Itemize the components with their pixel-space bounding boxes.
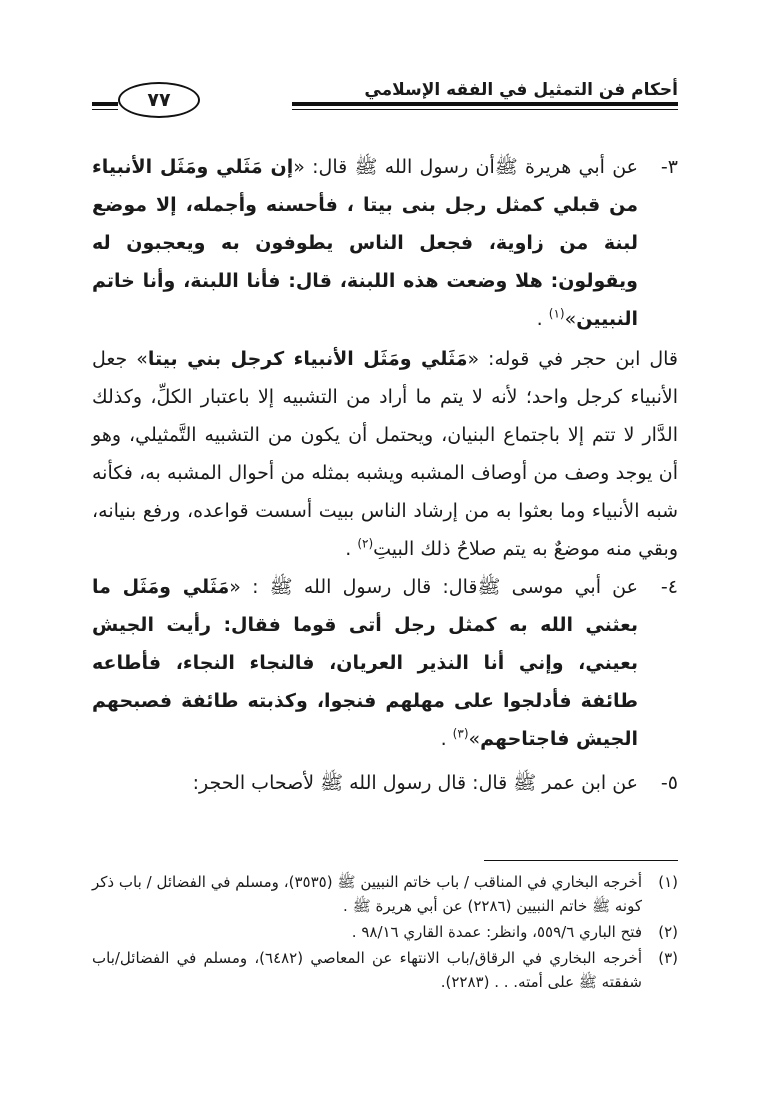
hadith-item-5 bbox=[92, 764, 678, 802]
hadith-intro: عن أبي هريرة ﷺأن رسول الله ﷺ قال: « bbox=[293, 156, 638, 178]
header-rule-left-thin bbox=[92, 109, 118, 110]
main-text bbox=[92, 148, 678, 802]
quote-close: » bbox=[564, 308, 577, 330]
item-body bbox=[92, 148, 638, 338]
footnote-number: (١) bbox=[658, 873, 678, 891]
footnote bbox=[92, 920, 678, 944]
item-body: عن ابن عمر ﷺ قال: قال رسول الله ﷺ لأصحاب الحجر: bbox=[192, 772, 638, 794]
item-number: ٣- bbox=[660, 156, 678, 178]
footnote bbox=[92, 870, 678, 918]
commentary-text: » جعل الأنبياء كرجل واحد؛ لأنه لا يتم ما أراد من التشبيه إلا باعتبار الكلِّ، وكذلك الدَّار لا تتم إلا باجتماع البنيان، ويحتمل أن يكون من التشبيه التَّمثيلي، وهو أن يوجد وصف من أوصاف المشبه ويشبه بمثله من أحوال المشبه به، فكأنه شبه الأنبياء وما بعثوا به من إرشاد الناس ببيت أسست قواعده، ورفع بنيانه، وبقي منه موضعٌ به يتم صلاحُ ذلك البيتِ bbox=[92, 348, 678, 560]
hadith-intro: عن أبي موسى ﷺقال: قال رسول الله ﷺ : « bbox=[229, 576, 638, 598]
hadith-item-4 bbox=[92, 568, 678, 758]
header-rule-thin bbox=[292, 109, 678, 110]
item-body bbox=[92, 568, 638, 758]
hadith-item-3 bbox=[92, 148, 678, 338]
page-number: ٧٧ bbox=[118, 82, 200, 118]
commentary-paragraph bbox=[92, 340, 678, 568]
page-header bbox=[92, 72, 678, 120]
hadith-text: مَثَلي ومَثَل ما بعثني الله به كمثل رجل أتى قوما فقال: رأيت الجيش بعيني، وإني أنا النذير العريان، فالنجاء النجاء، فأطاعه طائفة فأدلجوا على مهلهم فنجوا، وكذبته طائفة فصبحهم الجيش فاجتاحهم bbox=[92, 576, 638, 750]
footnote-text: فتح الباري ٥٥٩/٦، وانظر: عمدة القاري ٩٨/١٦ . bbox=[351, 923, 642, 941]
footnote-divider bbox=[484, 860, 678, 861]
quote-close: » bbox=[468, 728, 481, 750]
footnotes bbox=[92, 870, 678, 996]
footnote bbox=[92, 946, 678, 994]
item-number: ٤- bbox=[660, 576, 678, 598]
item-number: ٥- bbox=[660, 772, 678, 794]
footnote-ref: (٣) bbox=[452, 726, 469, 741]
footnote-ref: (٢) bbox=[357, 536, 374, 551]
footnote-text: أخرجه البخاري في المناقب / باب خاتم النبيين ﷺ (٣٥٣٥)، ومسلم في الفضائل / باب ذكر كونه ﷺ خاتم النبيين (٢٢٨٦) عن أبي هريرة ﷺ . bbox=[92, 873, 642, 915]
footnote-number: (٢) bbox=[658, 923, 678, 941]
sentence-end: . bbox=[536, 308, 549, 330]
sentence-end: . bbox=[440, 728, 453, 750]
commentary-quote: مَثَلي ومَثَل الأنبياء كرجل بني بيتا bbox=[147, 348, 468, 370]
commentary-intro: قال ابن حجر في قوله: « bbox=[467, 348, 679, 370]
sentence-end: . bbox=[345, 538, 358, 560]
running-title: أحكام فن التمثيل في الفقه الإسلامي bbox=[364, 80, 678, 100]
footnote-text: أخرجه البخاري في الرقاق/باب الانتهاء عن المعاصي (٦٤٨٢)، ومسلم في الفضائل/باب شفقته ﷺ على أمته. . . (٢٢٨٣). bbox=[92, 949, 642, 991]
header-rule-left bbox=[92, 102, 118, 106]
footnote-number: (٣) bbox=[658, 949, 678, 967]
header-rule bbox=[292, 102, 678, 106]
footnote-ref: (١) bbox=[548, 306, 565, 321]
hadith-text: إن مَثَلي ومَثَل الأنبياء من قبلي كمثل رجل بنى بيتا ، فأحسنه وأجمله، إلا موضع لبنة من زاوية، فجعل الناس يطوفون به ويعجبون له ويقولون: هلا وضعت هذه اللبنة، قال: فأنا اللبنة، وأنا خاتم النبيين bbox=[92, 156, 638, 330]
